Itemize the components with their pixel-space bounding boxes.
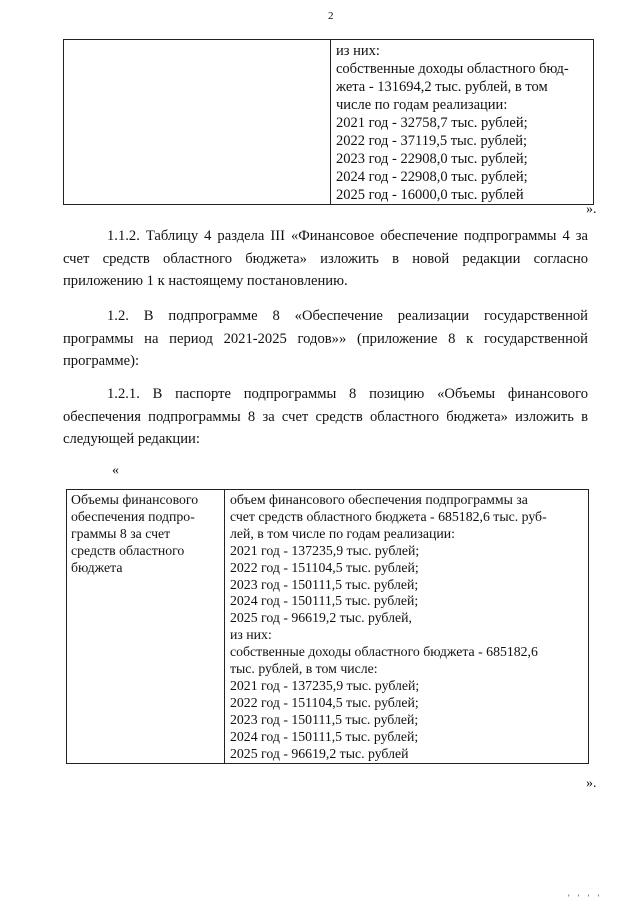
table2-line: 2023 год - 150111,5 тыс. рублей;: [230, 576, 419, 592]
table1-line: собственные доходы областного бюд-: [336, 61, 569, 77]
table1-closing-quote: ».: [586, 202, 597, 217]
table1-line: жета - 131694,2 тыс. рублей, в том: [336, 79, 548, 95]
table2-line: объем финансового обеспечения подпрограммы за: [230, 492, 528, 507]
paragraph-1-2-1: 1.2.1. В паспорте подпрограммы 8 позицию «Объемы финансового обеспечения подпрограммы 8 за счет средств областного бюджета» изложить в следующей редакции:: [63, 386, 588, 447]
table2-label-line: Объемы финансового: [71, 492, 199, 507]
table2-label-line: средств областного: [71, 542, 185, 558]
table1-line: 2022 год - 37119,5 тыс. рублей;: [336, 133, 528, 149]
table2-line: 2021 год - 137235,9 тыс. рублей;: [230, 677, 420, 693]
table1-line: 2021 год - 32758,7 тыс. рублей;: [336, 115, 528, 131]
page-number: 2: [328, 10, 334, 22]
table2-closing-quote: ».: [586, 776, 597, 791]
paragraph-1-2: 1.2. В подпрограмме 8 «Обеспечение реализации государственной программы на период 2021-2025 годов»» (приложение 8 к государственной программе):: [63, 308, 588, 369]
table2-label-cell: [67, 490, 225, 764]
table2-line: 2025 год - 96619,2 тыс. рублей: [230, 745, 409, 761]
table2-label-line: бюджета: [71, 559, 123, 575]
table1-line: числе по годам реализации:: [336, 97, 508, 113]
table2-line: счет средств областного бюджета - 685182,6 тыс. руб-: [230, 508, 547, 524]
table1-line: 2023 год - 22908,0 тыс. рублей;: [336, 151, 528, 167]
table2-line: собственные доходы областного бюджета - 685182,6: [230, 644, 538, 660]
table2-line: из них:: [230, 627, 272, 643]
table2-line: лей, в том числе по годам реализации:: [230, 525, 455, 541]
table2-line: 2022 год - 151104,5 тыс. рублей;: [230, 559, 419, 575]
table2-line: 2022 год - 151104,5 тыс. рублей;: [230, 694, 419, 710]
paragraph-1-1-2: 1.1.2. Таблицу 4 раздела III «Финансовое обеспечение подпрограммы 4 за счет средств областного бюджета» изложить в новой редакции согласно приложению 1 к настоящему постановлению.: [63, 228, 588, 289]
table2-line: 2024 год - 150111,5 тыс. рублей;: [230, 593, 419, 609]
table2-label-line: граммы 8 за счет: [71, 525, 171, 541]
funding-table-subprogram-4: [63, 39, 594, 205]
table1-line: 2025 год - 16000,0 тыс. рублей: [336, 187, 524, 203]
table1-left-cell: [64, 40, 331, 205]
table2-value-cell: [225, 490, 589, 764]
open-quote: «: [112, 463, 119, 478]
table2-line: 2023 год - 150111,5 тыс. рублей;: [230, 711, 419, 727]
scan-marks: ' ' ' ': [568, 893, 603, 903]
table2-label-line: обеспечения подпро-: [71, 508, 195, 524]
table2-line: 2021 год - 137235,9 тыс. рублей;: [230, 542, 420, 558]
table2-line: 2024 год - 150111,5 тыс. рублей;: [230, 728, 419, 744]
table1-line: 2024 год - 22908,0 тыс. рублей;: [336, 169, 528, 185]
table2-line: 2025 год - 96619,2 тыс. рублей,: [230, 610, 412, 626]
funding-table-subprogram-8: [66, 489, 589, 764]
table1-right-cell: [331, 40, 594, 205]
table1-line: из них:: [336, 43, 380, 59]
table2-line: тыс. рублей, в том числе:: [230, 661, 378, 677]
